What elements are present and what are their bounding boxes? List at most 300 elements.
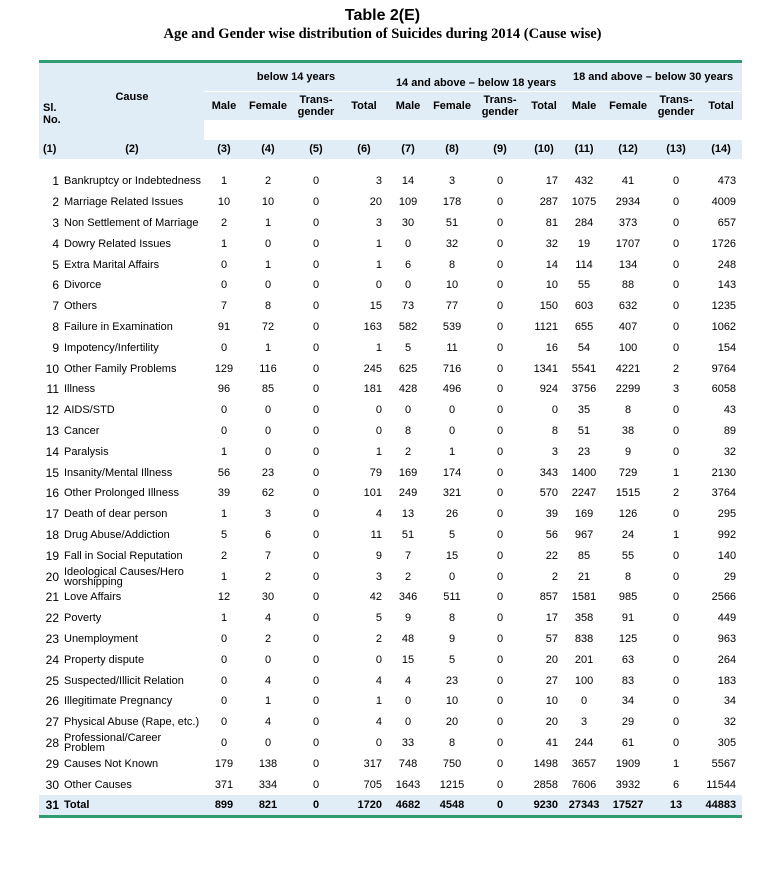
row-value: 11 (446, 341, 458, 354)
row-value: 295 (717, 508, 737, 521)
row-value: 0 (496, 778, 504, 791)
row-value: 2 (404, 445, 412, 458)
row-value: 7 (264, 549, 272, 562)
row-value: 23 (445, 674, 459, 687)
row-value: 7 (404, 549, 412, 562)
row-cause: Fall in Social Reputation (64, 549, 183, 562)
row-value: 15 (445, 549, 459, 562)
row-value: 0 (220, 736, 228, 749)
row-value: 0 (672, 612, 680, 625)
row-value: 23 (261, 466, 275, 479)
row-value: 9230 (524, 795, 564, 817)
row-value: 0 (496, 549, 504, 562)
row-value: 34 (723, 695, 737, 708)
row-serial-number: 3 (52, 215, 59, 230)
row-value: 1341 (533, 362, 559, 375)
table-row (39, 254, 742, 275)
row-value: 305 (717, 736, 737, 749)
total-row (39, 795, 742, 817)
row-value: 55 (621, 549, 635, 562)
row-value: 21 (577, 570, 591, 583)
row-value: 1 (375, 237, 383, 250)
table-row (39, 275, 742, 296)
row-serial-number: 27 (45, 715, 59, 730)
row-value: 0 (672, 341, 680, 354)
table-row (39, 504, 742, 525)
row-value: 248 (717, 258, 737, 271)
row-value: 632 (618, 300, 638, 313)
row-serial-number: 5 (52, 257, 59, 272)
row-value: 19 (577, 237, 591, 250)
row-value: 245 (363, 362, 383, 375)
row-value: 0 (312, 362, 320, 375)
row-value: 8 (448, 736, 456, 749)
column-number: (12) (604, 140, 652, 160)
row-value: 0 (264, 404, 272, 417)
row-value: 0 (312, 674, 320, 687)
table-row (39, 733, 742, 754)
row-value: 539 (442, 320, 462, 333)
row-serial-number: 6 (52, 278, 59, 293)
row-cause: Total (60, 795, 204, 817)
row-value: 3 (375, 216, 383, 229)
row-value: 0 (312, 778, 320, 791)
row-value: 0 (220, 424, 228, 437)
row-value: 143 (717, 279, 737, 292)
row-serial-number: 30 (45, 777, 59, 792)
row-value: 29 (723, 570, 737, 583)
row-value: 1726 (711, 237, 737, 250)
row-value: 125 (618, 632, 638, 645)
row-value: 10 (445, 279, 459, 292)
row-serial-number: 18 (45, 527, 59, 542)
header-transgender: Trans-gender (481, 93, 519, 118)
table-subtitle: Age and Gender wise distribution of Suicides during 2014 (Cause wise) (163, 26, 602, 42)
row-value: 56 (545, 528, 559, 541)
header-total: Total (531, 99, 557, 112)
row-cause: Drug Abuse/Addiction (64, 528, 170, 541)
row-value: 317 (363, 757, 383, 770)
row-value: 1 (448, 445, 456, 458)
table-row (39, 462, 742, 483)
row-value: 821 (244, 795, 292, 817)
row-value: 10 (445, 695, 459, 708)
row-value: 169 (574, 508, 594, 521)
row-value: 6 (404, 258, 412, 271)
row-value: 0 (496, 674, 504, 687)
row-value: 0 (496, 508, 504, 521)
row-value: 2 (404, 570, 412, 583)
row-value: 0 (264, 279, 272, 292)
row-value: 34 (621, 695, 635, 708)
row-serial-number: 15 (45, 465, 59, 480)
row-value: 4 (404, 674, 412, 687)
header-cause: Cause (115, 91, 149, 103)
table-title: Table 2(E) (344, 7, 421, 24)
row-value: 169 (398, 466, 418, 479)
row-value: 967 (574, 528, 594, 541)
row-value: 2299 (615, 383, 641, 396)
row-value: 0 (312, 279, 320, 292)
row-value: 3 (672, 383, 680, 396)
row-cause: Causes Not Known (64, 757, 159, 770)
row-cause: Property dispute (64, 653, 145, 666)
row-cause: Death of dear person (64, 508, 168, 521)
row-value: 3 (264, 508, 272, 521)
row-value: 72 (261, 320, 275, 333)
row-serial-number: 13 (45, 423, 59, 438)
row-serial-number: 31 (39, 795, 60, 817)
row-cause: Illegitimate Pregnancy (64, 695, 173, 708)
row-value: 51 (577, 424, 591, 437)
row-value: 0 (312, 424, 320, 437)
row-value: 264 (717, 653, 737, 666)
row-value: 0 (672, 216, 680, 229)
row-value: 1 (264, 258, 272, 271)
row-value: 0 (672, 570, 680, 583)
row-value: 1 (375, 258, 383, 271)
row-value: 373 (618, 216, 638, 229)
row-value: 0 (312, 508, 320, 521)
row-value: 0 (312, 736, 320, 749)
row-value: 603 (574, 300, 594, 313)
row-value: 8 (264, 300, 272, 313)
header-transgender: Trans-gender (657, 93, 695, 118)
row-value: 20 (369, 196, 383, 209)
row-value: 1498 (533, 757, 559, 770)
row-value: 91 (621, 612, 635, 625)
row-value: 0 (672, 716, 680, 729)
row-value: 0 (312, 757, 320, 770)
row-value: 0 (672, 445, 680, 458)
row-value: 0 (220, 653, 228, 666)
row-value: 0 (375, 404, 383, 417)
row-value: 6058 (711, 383, 737, 396)
row-value: 1235 (711, 300, 737, 313)
row-serial-number: 19 (45, 548, 59, 563)
column-number: (9) (476, 140, 524, 160)
row-value: 88 (621, 279, 635, 292)
row-value: 100 (574, 674, 594, 687)
column-number: (8) (428, 140, 476, 160)
row-value: 77 (445, 300, 459, 313)
row-value: 9 (448, 632, 456, 645)
table-row (39, 525, 742, 546)
row-value: 10 (545, 695, 559, 708)
row-cause: Divorce (64, 279, 102, 292)
row-value: 0 (312, 549, 320, 562)
row-value: 101 (363, 487, 383, 500)
row-value: 0 (496, 300, 504, 313)
row-value: 857 (539, 591, 559, 604)
row-value: 4 (264, 612, 272, 625)
row-value: 0 (496, 653, 504, 666)
row-cause: Extra Marital Affairs (64, 258, 160, 271)
header-female: Female (249, 99, 287, 112)
column-number: (11) (564, 140, 604, 160)
suicide-cause-table (39, 60, 742, 818)
table-row (39, 691, 742, 712)
row-value: 1581 (571, 591, 597, 604)
row-serial-number: 26 (45, 694, 59, 709)
row-value: 0 (312, 258, 320, 271)
table-row (39, 753, 742, 774)
row-value: 1215 (439, 778, 465, 791)
row-cause: Professional/Career Problem (64, 731, 162, 754)
row-value: 9764 (711, 362, 737, 375)
column-number: (4) (244, 140, 292, 160)
column-number: (2) (60, 140, 204, 160)
row-cause: Other Prolonged Illness (64, 487, 179, 500)
row-serial-number: 20 (45, 569, 59, 584)
row-value: 249 (398, 487, 418, 500)
row-value: 9 (404, 612, 412, 625)
row-serial-number: 24 (45, 652, 59, 667)
row-value: 126 (618, 508, 638, 521)
row-value: 0 (496, 612, 504, 625)
row-value: 0 (220, 341, 228, 354)
row-value: 10 (217, 196, 231, 209)
row-cause: Insanity/Mental Illness (64, 466, 173, 479)
row-value: 11 (370, 528, 383, 541)
row-value: 0 (496, 404, 504, 417)
row-value: 0 (496, 237, 504, 250)
row-value: 81 (545, 216, 559, 229)
row-value: 924 (539, 383, 559, 396)
row-cause: Unemployment (64, 632, 138, 645)
row-value: 179 (214, 757, 234, 770)
row-value: 54 (577, 341, 591, 354)
row-value: 154 (717, 341, 737, 354)
row-value: 20 (545, 653, 559, 666)
row-value: 0 (404, 237, 412, 250)
row-value: 0 (496, 487, 504, 500)
row-value: 716 (442, 362, 462, 375)
row-value: 6 (672, 778, 680, 791)
row-value: 51 (401, 528, 415, 541)
row-value: 358 (574, 612, 594, 625)
table-row (39, 358, 742, 379)
table-row (39, 608, 742, 629)
row-value: 0 (404, 404, 412, 417)
row-value: 32 (723, 716, 737, 729)
row-serial-number: 11 (46, 382, 59, 397)
row-serial-number: 9 (52, 340, 59, 355)
row-value: 0 (496, 466, 504, 479)
row-value: 100 (618, 341, 638, 354)
column-number: (7) (388, 140, 428, 160)
row-value: 0 (496, 757, 504, 770)
row-value: 1 (220, 612, 228, 625)
row-cause: Bankruptcy or Indebtedness (64, 175, 201, 188)
row-value: 2566 (711, 591, 737, 604)
row-value: 0 (220, 695, 228, 708)
row-serial-number: 14 (45, 444, 59, 459)
row-serial-number: 12 (45, 403, 59, 418)
row-cause: Marriage Related Issues (64, 196, 184, 209)
row-value: 2247 (571, 487, 597, 500)
row-serial-number: 28 (45, 735, 59, 750)
row-value: 0 (496, 445, 504, 458)
row-value: 79 (369, 466, 383, 479)
row-value: 287 (539, 196, 559, 209)
row-value: 657 (717, 216, 737, 229)
row-value: 12 (217, 591, 231, 604)
row-value: 407 (618, 320, 638, 333)
row-value: 1121 (534, 320, 559, 333)
row-value: 1 (672, 466, 680, 479)
header-sl-no: Sl. No. (43, 101, 61, 126)
row-value: 432 (574, 175, 594, 188)
row-value: 655 (574, 320, 594, 333)
row-value: 0 (312, 216, 320, 229)
header-female: Female (433, 99, 471, 112)
row-value: 0 (312, 612, 320, 625)
row-value: 10 (261, 196, 275, 209)
row-cause: Cancer (64, 424, 100, 437)
row-value: 0 (672, 300, 680, 313)
row-value: 0 (312, 175, 320, 188)
row-value: 83 (621, 674, 635, 687)
row-value: 0 (312, 466, 320, 479)
row-value: 0 (496, 320, 504, 333)
row-value: 51 (445, 216, 459, 229)
row-value: 838 (574, 632, 594, 645)
row-value: 4 (375, 674, 383, 687)
table-row (39, 649, 742, 670)
row-value: 27 (545, 674, 559, 687)
row-serial-number: 10 (45, 361, 59, 376)
table-row (39, 629, 742, 650)
row-value: 3 (375, 175, 383, 188)
row-cause: Love Affairs (64, 591, 122, 604)
row-serial-number: 1 (52, 174, 59, 189)
row-value: 57 (545, 632, 559, 645)
table-row (39, 400, 742, 421)
row-value: 2 (264, 570, 272, 583)
row-value: 4 (264, 716, 272, 729)
row-value: 0 (375, 653, 383, 666)
row-value: 116 (259, 362, 277, 375)
row-value: 449 (717, 612, 737, 625)
row-value: 0 (264, 736, 272, 749)
row-value: 2130 (711, 466, 737, 479)
row-value: 0 (312, 404, 320, 417)
row-value: 1 (672, 757, 680, 770)
row-value: 5567 (711, 757, 737, 770)
table-row (39, 317, 742, 338)
row-value: 30 (261, 591, 275, 604)
row-value: 4009 (711, 196, 737, 209)
header-total: Total (351, 99, 377, 112)
row-cause: Physical Abuse (Rape, etc.) (64, 716, 200, 729)
row-value: 1 (220, 570, 228, 583)
row-value: 4221 (615, 362, 641, 375)
row-value: 0 (312, 716, 320, 729)
row-value: 1 (220, 508, 228, 521)
row-value: 3756 (571, 383, 597, 396)
row-value: 0 (312, 591, 320, 604)
row-value: 0 (672, 632, 680, 645)
row-serial-number: 2 (52, 195, 59, 210)
row-value: 0 (496, 632, 504, 645)
row-value: 0 (496, 362, 504, 375)
row-value: 0 (312, 320, 320, 333)
row-value: 61 (621, 736, 635, 749)
row-value: 1909 (615, 757, 641, 770)
row-value: 2 (264, 632, 272, 645)
table-row (39, 421, 742, 442)
column-number: (1) (39, 140, 60, 160)
row-value: 496 (442, 383, 462, 396)
row-value: 4682 (388, 795, 428, 817)
row-value: 244 (574, 736, 594, 749)
row-value: 96 (217, 383, 231, 396)
row-value: 10 (545, 279, 559, 292)
row-value: 5 (375, 612, 383, 625)
row-value: 2 (220, 216, 228, 229)
row-value: 2 (672, 362, 680, 375)
row-value: 0 (312, 653, 320, 666)
row-value: 0 (551, 404, 559, 417)
row-value: 0 (672, 196, 680, 209)
row-value: 0 (404, 695, 412, 708)
row-value: 1 (375, 695, 383, 708)
row-value: 1 (220, 445, 228, 458)
row-value: 0 (220, 674, 228, 687)
row-cause: Impotency/Infertility (64, 341, 159, 354)
row-value: 0 (672, 653, 680, 666)
row-value: 4 (375, 508, 383, 521)
header-group-below-14: below 14 years (204, 62, 388, 92)
row-value: 174 (442, 466, 462, 479)
row-value: 625 (398, 362, 418, 375)
row-value: 8 (551, 424, 559, 437)
row-value: 1 (264, 341, 272, 354)
row-value: 7 (220, 300, 228, 313)
row-value: 2934 (615, 196, 641, 209)
row-value: 0 (220, 716, 228, 729)
row-value: 3 (551, 445, 559, 458)
row-value: 23 (577, 445, 591, 458)
row-value: 9 (624, 445, 632, 458)
row-value: 0 (672, 591, 680, 604)
row-cause: Illness (64, 383, 96, 396)
row-value: 5 (404, 341, 412, 354)
row-value: 0 (672, 424, 680, 437)
row-value: 992 (717, 528, 737, 541)
row-value: 1515 (615, 487, 641, 500)
row-value: 24 (621, 528, 635, 541)
table-row (39, 337, 742, 358)
row-value: 0 (264, 237, 272, 250)
column-number: (14) (700, 140, 742, 160)
row-value: 91 (217, 320, 231, 333)
row-value: 0 (448, 570, 456, 583)
row-value: 3 (580, 716, 588, 729)
row-value: 29 (621, 716, 635, 729)
row-value: 0 (672, 320, 680, 333)
table-body (39, 160, 742, 817)
row-value: 20 (545, 716, 559, 729)
row-value: 0 (264, 424, 272, 437)
row-value: 89 (723, 424, 737, 437)
row-value: 2 (375, 632, 383, 645)
row-value: 0 (496, 175, 504, 188)
row-value: 0 (672, 175, 680, 188)
row-value: 0 (496, 736, 504, 749)
row-value: 42 (369, 591, 383, 604)
